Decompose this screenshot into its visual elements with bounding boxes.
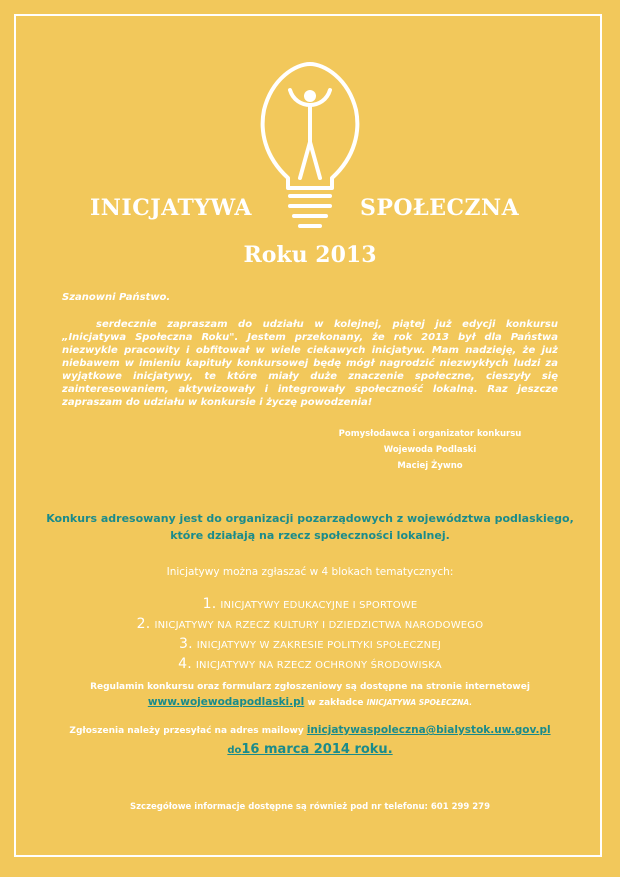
audience-line-1: Konkurs adresowany jest do organizacji pozarządowych z województwa podlaskiego, xyxy=(46,512,574,525)
list-item-number: 2. xyxy=(136,616,151,632)
phone-info: Szczegółowe informacje dostępne są również pod nr telefonu: 601 299 279 xyxy=(129,802,491,812)
list-item-label: INICJATYWY NA RZECZ OCHRONY ŚRODOWISKA xyxy=(195,660,442,671)
letter-body xyxy=(62,318,558,409)
deadline-date: 16 marca 2014 roku. xyxy=(241,742,393,757)
deadline-prefix: do xyxy=(227,745,242,756)
letter-greeting: Szanowni Państwo. xyxy=(62,292,171,303)
title-left: INICJATYWA xyxy=(90,195,252,221)
rules-text xyxy=(0,680,620,711)
list-item-number: 3. xyxy=(178,636,193,652)
blocks-intro: Inicjatywy można zgłaszać w 4 blokach tematycznych: xyxy=(166,566,454,578)
list-item-number: 1. xyxy=(202,596,217,612)
thematic-blocks-list xyxy=(0,595,620,675)
audience-line-2: które działają na rzecz społeczności lokalnej. xyxy=(170,529,450,542)
title-right: SPOŁECZNA xyxy=(360,195,520,221)
list-item xyxy=(0,635,620,655)
signature-name: Maciej Żywno xyxy=(397,461,463,471)
rules-line: Regulamin konkursu oraz formularz zgłoszeniowy są dostępne na stronie internetowej xyxy=(90,682,530,692)
website-link[interactable]: www.wojewodapodlaski.pl xyxy=(147,696,305,708)
deadline xyxy=(0,742,620,757)
mail-text xyxy=(0,724,620,736)
rules-link-line xyxy=(0,695,620,711)
list-item-label: INICJATYWY W ZAKRESIE POLITYKI SPOŁECZNEJ xyxy=(196,640,442,651)
rules-suffix: w zakładce xyxy=(304,698,367,708)
rules-tab-name: INICJATYWA SPOŁECZNA. xyxy=(366,698,473,707)
audience-text xyxy=(0,510,620,544)
subtitle: Roku 2013 xyxy=(243,242,377,268)
list-item-label: INICJATYWY EDUKACYJNE I SPORTOWE xyxy=(220,600,418,611)
list-item xyxy=(0,655,620,675)
email-link[interactable]: inicjatywaspoleczna@bialystok.uw.gov.pl xyxy=(306,724,551,736)
mail-prefix: Zgłoszenia należy przesyłać na adres mailowy xyxy=(69,726,307,736)
signature-role: Pomysłodawca i organizator konkursu xyxy=(338,429,522,439)
signature-title: Wojewoda Podlaski xyxy=(383,445,477,455)
list-item-label: INICJATYWY NA RZECZ KULTURY I DZIEDZICTWA NARODOWEGO xyxy=(154,620,484,631)
list-item xyxy=(0,615,620,635)
list-item-number: 4. xyxy=(178,656,192,672)
list-item xyxy=(0,595,620,615)
lightbulb-person-icon xyxy=(256,60,364,236)
signature xyxy=(330,426,530,474)
letter-body-text: serdecznie zapraszam do udziału w kolejnej, piątej już edycji konkursu „Inicjatywa Społeczna Roku". Jestem przekonany, że rok 2013 był dla Państwa niezwykle pracowity i obfitował w wiele ciekawych inicjatyw. Mam nadzieję, że już niebawem w imieniu kapituły konkursowej będę mógł nagrodzić niezwykłych ludzi za wyjątkowe inicjatywy, te które miały duże znaczenie społeczne, cieszyły się zainteresowaniem, aktywizowały i integrowały społeczność lokalną. Raz jeszcze zapraszam do udziału w konkursie i życzę powodzenia! xyxy=(62,319,558,408)
